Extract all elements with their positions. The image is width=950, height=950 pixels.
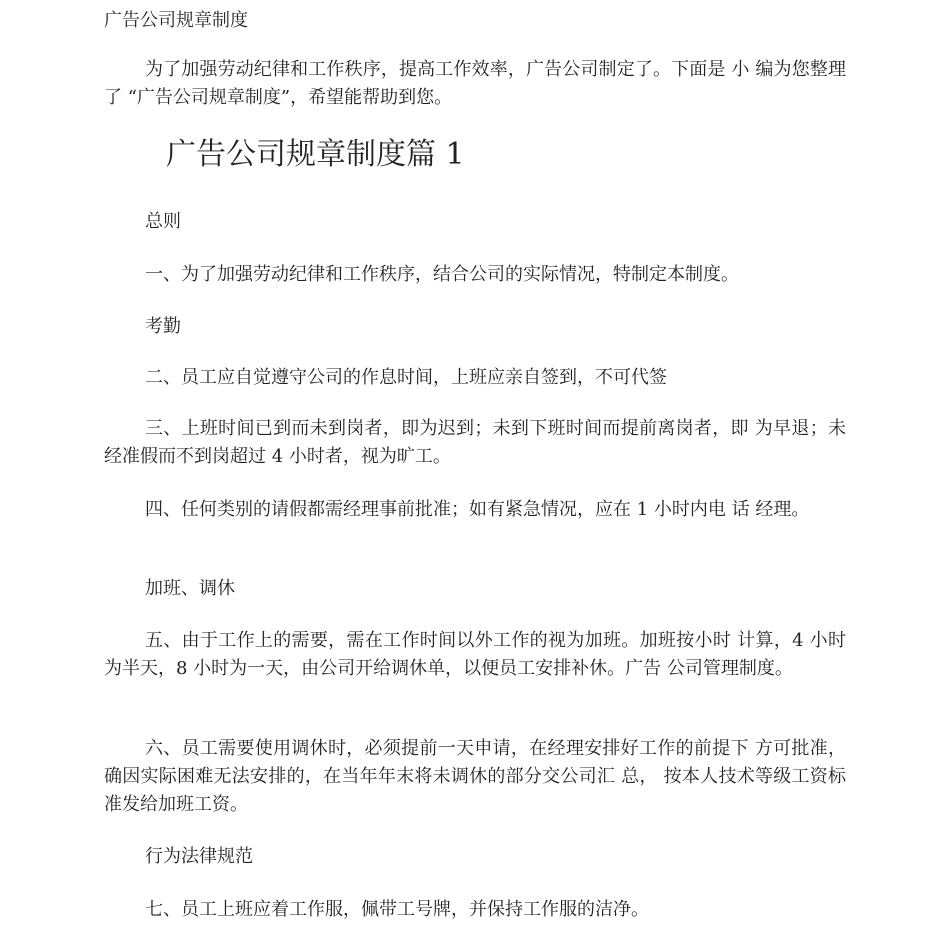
clause-3: 三、上班时间已到而未到岗者，即为迟到；未到下班时间而提前离岗者，即 为早退；未经准假而不到岗超过 4 小时者，视为旷工。 <box>104 418 846 467</box>
section-label-overtime: 加班、调休 <box>145 578 235 599</box>
section-label-conduct: 行为法律规范 <box>145 846 253 867</box>
section-label-general: 总则 <box>145 211 181 232</box>
clause-6: 六、员工需要使用调休时，必须提前一天申请，在经理安排好工作的前提下 方可批准，确因实际困难无法安排的，在当年年末将未调休的部分交公司汇 总， 按本人技术等级工资标准发给加班工资。 <box>104 738 846 815</box>
clause-4: 四、任何类别的请假都需经理事前批准；如有紧急情况，应在 1 小时内电 话 经理。 <box>145 499 810 520</box>
clause-1: 一、为了加强劳动纪律和工作秩序，结合公司的实际情况，特制定本制度。 <box>145 264 739 285</box>
section-heading: 广告公司规章制度篇 1 <box>166 137 465 172</box>
clause-5: 五、由于工作上的需要，需在工作时间以外工作的视为加班。加班按小时 计算，4 小时为半天，8 小时为一天，由公司开给调休单，以便员工安排补休。广告 公司管理制度。 <box>104 630 846 679</box>
document-title: 广告公司规章制度 <box>104 10 248 31</box>
section-label-attendance: 考勤 <box>145 316 181 337</box>
intro-paragraph: 为了加强劳动纪律和工作秩序，提高工作效率，广告公司制定了。下面是 小 编为您整理了 “广告公司规章制度”，希望能帮助到您。 <box>104 59 846 108</box>
clause-7: 七、员工上班应着工作服，佩带工号牌，并保持工作服的洁净。 <box>145 899 649 920</box>
clause-2: 二、员工应自觉遵守公司的作息时间，上班应亲自签到，不可代签 <box>145 367 667 388</box>
